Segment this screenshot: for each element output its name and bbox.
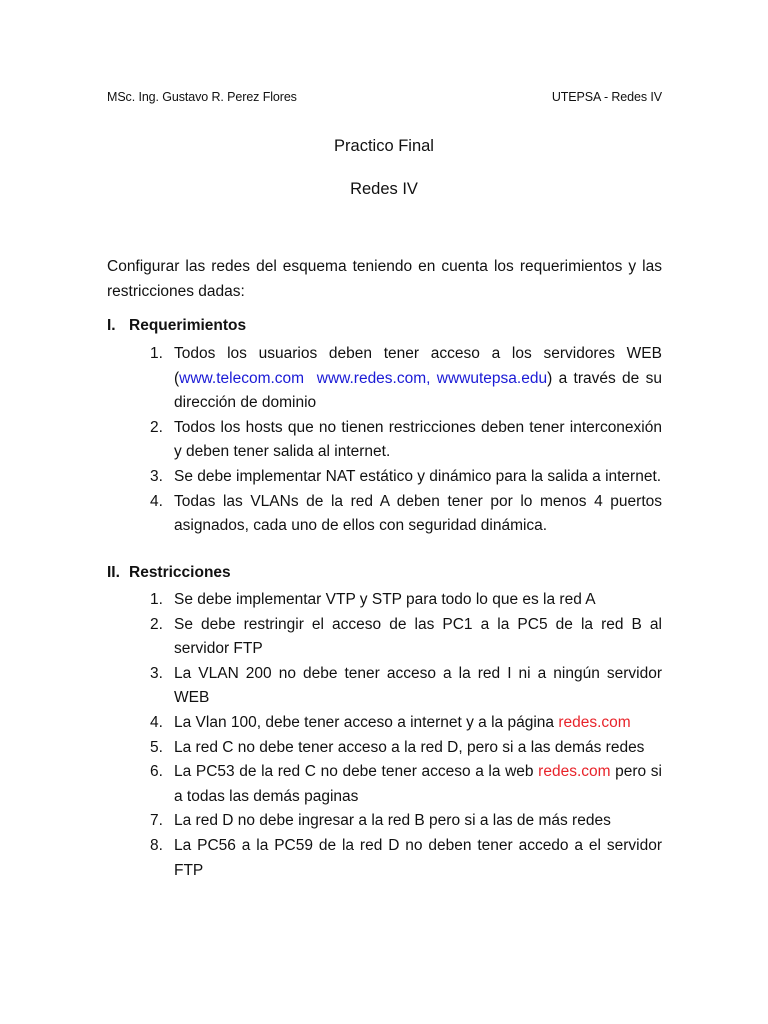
list-item [150,834,662,883]
item-number: 4. [150,492,163,510]
item-text: Todas las VLANs de la red A deben tener por lo menos 4 puertos asignados, cada uno de ellos con seguridad dinámica. [174,492,662,535]
document-subtitle: Redes IV [350,180,418,198]
item-text: La VLAN 200 no debe tener acceso a la red I ni a ningún servidor WEB [174,664,662,707]
list-item [150,588,662,613]
list-item [150,613,662,662]
item-number: 7. [150,812,163,830]
requirements-list [150,342,662,539]
item-text: La Vlan 100, debe tener acceso a internet y a la página [174,713,559,731]
item-number: 2. [150,615,163,633]
list-item [150,809,662,834]
item-text: La red D no debe ingresar a la red B pero si a las de más redes [174,812,611,830]
item-text: Se debe implementar NAT estático y dinámico para la salida a internet. [174,467,662,485]
item-number: 4. [150,713,163,731]
item-number: 1. [150,591,163,608]
restrictions-list [150,588,662,883]
intro-paragraph: Configurar las redes del esquema teniendo en cuenta los requerimientos y las restricciones dadas: [107,258,662,300]
document-title: Practico Final [334,137,434,155]
page-header [107,90,662,110]
item-text: Todos los hosts que no tienen restricciones deben tener interconexión y deben tener salida al internet. [174,418,662,461]
section-heading-text: Restricciones [129,564,231,581]
list-item [150,662,662,711]
item-text: Todos los usuarios deben tener acceso a los servidores WEB ( [174,345,662,387]
link-redes-com[interactable]: redes.com [538,763,611,781]
item-number: 2. [150,418,163,436]
item-text-end: pero si a todas las demás paginas [174,763,662,805]
list-item [150,736,662,761]
item-number: 8. [150,836,163,854]
list-item [150,490,662,539]
link-redes-utepsa[interactable]: www.redes.com, wwwutepsa.edu [316,369,548,387]
list-item [150,416,662,465]
section-number: I. [107,317,116,334]
section-heading-text: Requerimientos [129,317,247,334]
item-text: La PC56 a la PC59 de la red D no deben tener accedo a el servidor FTP [174,836,662,879]
section-number: II. [107,564,120,581]
item-text-end: ) a través de su dirección de dominio [174,369,663,412]
section-restrictions-heading [107,564,231,582]
item-gap [304,370,317,387]
item-number: 3. [150,664,163,682]
list-item [150,711,662,736]
item-text: Se debe restringir el acceso de las PC1 a la PC5 de la red B al servidor FTP [174,615,662,658]
header-course: UTEPSA - Redes IV [551,90,662,104]
item-number: 5. [150,738,163,756]
item-number: 6. [150,763,163,781]
item-text: La PC53 de la red C no debe tener acceso a la web [174,763,539,781]
item-text: Se debe implementar VTP y STP para todo lo que es la red A [174,591,596,608]
list-item [150,342,662,416]
item-number: 1. [150,345,163,362]
link-telecom[interactable]: www.telecom.com [179,369,305,387]
list-item [150,760,662,809]
header-author: MSc. Ing. Gustavo R. Perez Flores [107,90,297,104]
section-requirements-heading [107,317,246,335]
link-redes-com[interactable]: redes.com [558,713,631,731]
list-item [150,465,662,490]
item-text: La red C no debe tener acceso a la red D, pero si a las demás redes [174,738,645,756]
item-number: 3. [150,467,163,485]
